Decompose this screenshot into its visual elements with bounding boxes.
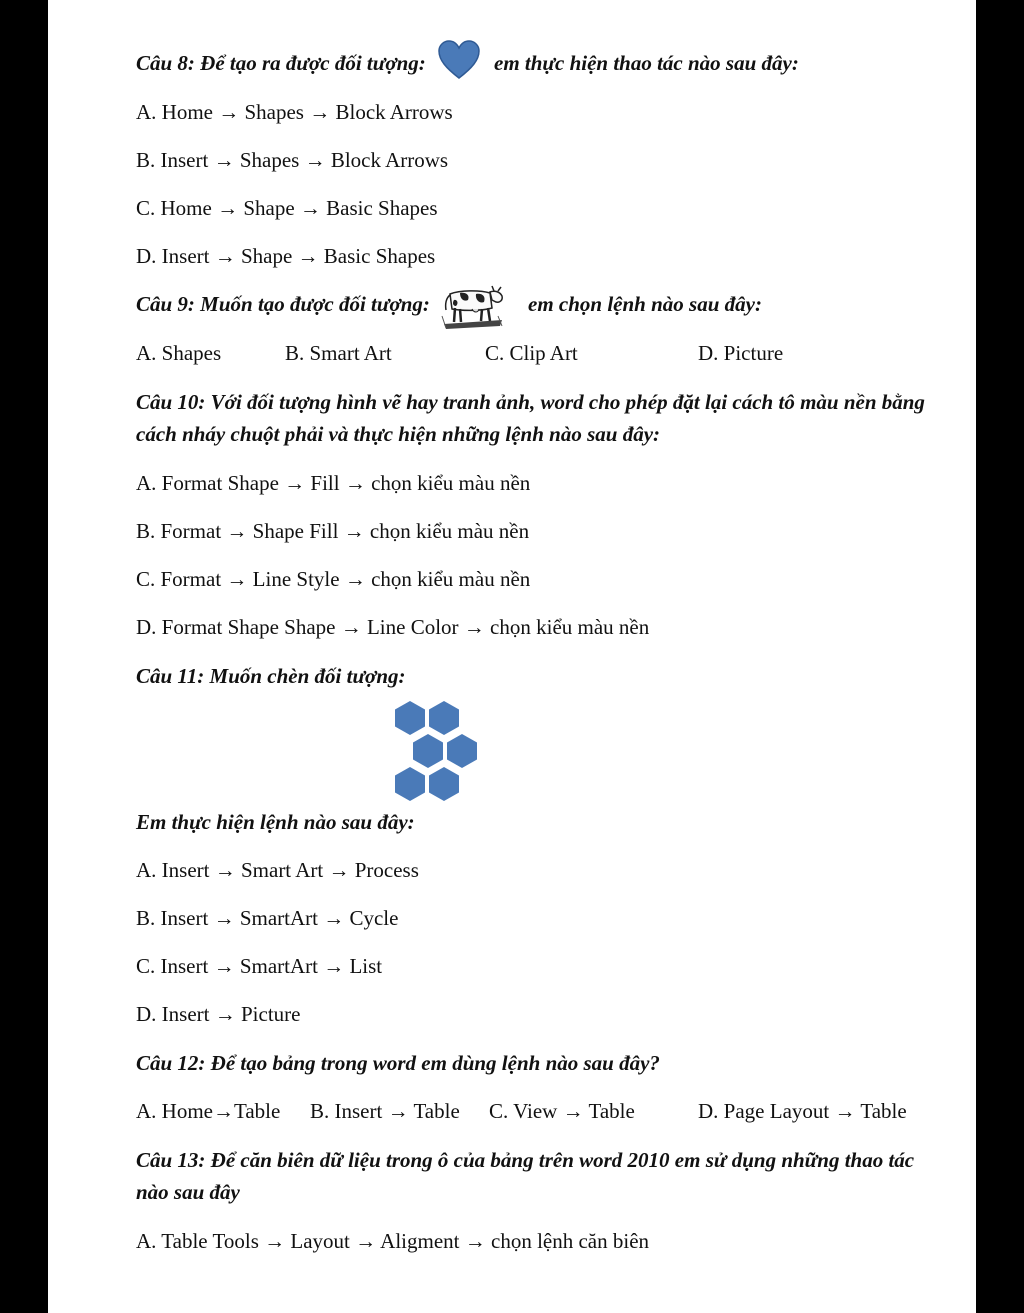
- q12-options-row: [136, 1099, 936, 1123]
- q13-option-a: A. Table Tools → Layout → Aligment → chọn lệnh căn biên: [136, 1229, 650, 1253]
- q8-option-a: A. Home → Shapes → Block Arrows: [136, 100, 453, 124]
- hexagon-cluster-icon: [392, 700, 484, 804]
- cow-clipart-icon: [440, 280, 506, 330]
- q12-option-c: C. View → Table: [489, 1099, 635, 1123]
- question-9-suffix: em chọn lệnh nào sau đây:: [528, 292, 762, 316]
- q8-option-c: C. Home → Shape → Basic Shapes: [136, 196, 438, 220]
- question-13: Câu 13: Để căn biên dữ liệu trong ô của bảng trên word 2010 em sử dụng những thao tác nào sau đây: [136, 1148, 915, 1204]
- q8-option-b: B. Insert → Shapes → Block Arrows: [136, 148, 449, 172]
- q9-option-c: C. Clip Art: [485, 341, 578, 365]
- q11-option-a: A. Insert → Smart Art → Process: [136, 858, 419, 882]
- q10-option-c: C. Format → Line Style → chọn kiểu màu nền: [136, 567, 531, 591]
- question-11-prompt: Em thực hiện lệnh nào sau đây:: [136, 810, 415, 834]
- q10-option-b: B. Format → Shape Fill → chọn kiểu màu nền: [136, 519, 530, 543]
- q10-option-d: D. Format Shape Shape → Line Color → chọn kiểu màu nền: [136, 615, 650, 639]
- question-8: [136, 51, 426, 75]
- question-11-title: Câu 11: Muốn chèn đối tượng:: [136, 664, 406, 688]
- q12-option-a: A. Home→Table: [136, 1099, 281, 1123]
- q9-option-d: D. Picture: [698, 341, 784, 365]
- q11-option-d: D. Insert → Picture: [136, 1002, 301, 1026]
- document-page: [48, 0, 976, 1313]
- q9-options-row: [136, 341, 936, 365]
- question-8-suffix: em thực hiện thao tác nào sau đây:: [494, 51, 799, 75]
- q10-option-a: A. Format Shape → Fill → chọn kiểu màu nền: [136, 471, 531, 495]
- q12-option-d: D. Page Layout → Table: [698, 1099, 907, 1123]
- q8-option-d: D. Insert → Shape → Basic Shapes: [136, 244, 436, 268]
- q9-option-b: B. Smart Art: [285, 341, 392, 365]
- question-10: Câu 10: Với đối tượng hình vẽ hay tranh ảnh, word cho phép đặt lại cách tô màu nền bằng cách nháy chuột phải và thực hiện những lệnh nào sau đây:: [136, 390, 925, 446]
- heart-icon: [438, 40, 480, 80]
- question-9-prefix: Câu 9: Muốn tạo được đối tượng:: [136, 292, 430, 316]
- q9-option-a: A. Shapes: [136, 341, 222, 365]
- q12-option-b: B. Insert → Table: [310, 1099, 460, 1123]
- q11-option-b: B. Insert → SmartArt → Cycle: [136, 906, 399, 930]
- question-8-prefix: Câu 8: Để tạo ra được đối tượng:: [136, 51, 426, 75]
- q11-option-c: C. Insert → SmartArt → List: [136, 954, 383, 978]
- question-12: Câu 12: Để tạo bảng trong word em dùng lệnh nào sau đây?: [136, 1051, 660, 1075]
